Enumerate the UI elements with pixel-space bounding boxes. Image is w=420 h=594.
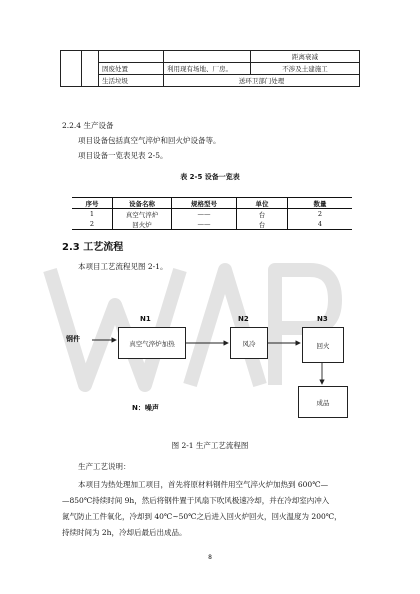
table-cell: [164, 51, 251, 63]
watermark-logo: [40, 250, 380, 400]
table-cell: 2: [72, 219, 113, 230]
table-cell: 1: [72, 209, 113, 220]
table-cell: ——: [172, 209, 237, 220]
column-header: 单位: [237, 198, 288, 209]
process-box-label: 风冷: [242, 339, 256, 348]
figure-caption: 图 2-1 生产工艺流程图: [171, 441, 249, 450]
table-cell: 利用现有场地、厂房。: [164, 63, 251, 75]
table-caption: 表 2-5 设备一览表: [180, 173, 240, 181]
section-heading: 2.2.4 生产设备: [62, 121, 114, 130]
process-box-label: 真空气淬炉加热: [129, 339, 175, 348]
paragraph-line: —850℃持续时间 9h，然后将钢件置于风扇下吹风极速冷却，并在冷却室内冲入: [62, 496, 330, 505]
process-box-label: 回火: [316, 341, 330, 350]
table-cell: 生活垃圾: [99, 75, 164, 87]
node-id-n3: N3: [317, 315, 328, 323]
table-cell: 送环卫部门处理: [164, 75, 360, 87]
column-header: 设备名称: [113, 198, 172, 209]
table-cell: 固废处置: [99, 63, 164, 75]
paragraph-line: 持续时间为 2h，冷却后最后出成品。: [62, 528, 187, 537]
table-cell: [99, 51, 164, 63]
column-header: 数量: [288, 198, 353, 209]
table-cell: 2: [317, 210, 323, 218]
table-row: [61, 75, 360, 87]
table-cell: 台: [237, 219, 288, 230]
column-header: 序号: [72, 198, 113, 209]
table-row: [61, 51, 360, 63]
product-label: 成品: [316, 398, 330, 407]
table-cell: 台: [237, 209, 288, 220]
paragraph: 本项目工艺流程见图 2-1。: [78, 262, 168, 271]
table-row: [61, 63, 360, 75]
paragraph: 项目设备包括真空气淬炉和回火炉设备等。: [78, 136, 221, 145]
table-cell: 回火炉: [113, 219, 172, 230]
page-number: 8: [208, 554, 212, 561]
table-cell: 4: [288, 219, 353, 230]
section-heading: 2.3 工艺流程: [62, 242, 124, 253]
node-id-n2: N2: [238, 315, 249, 323]
table-cell: 真空气淬炉: [113, 209, 172, 220]
table-row: [72, 209, 352, 220]
paragraph: 项目设备一览表见表 2-5。: [78, 151, 168, 160]
table-cell: ——: [172, 219, 237, 230]
top-table: [60, 50, 360, 87]
equipment-table: [72, 197, 352, 230]
paragraph-line: 本项目为热处理加工项目，首先将原材料钢件用空气淬火炉加热到 600℃—: [78, 480, 329, 489]
table-header-row: [72, 198, 352, 209]
table-cell: 距离衰减: [251, 51, 360, 63]
paragraph-heading: 生产工艺说明：: [78, 462, 131, 471]
table-row: [72, 219, 352, 230]
table-cell: 不涉及土建施工: [251, 63, 360, 75]
node-id-n1: N1: [140, 315, 151, 323]
column-header: 规格型号: [172, 198, 237, 209]
paragraph-line: 氮气防止工件氧化，冷却到 40℃~50℃之后进入回火炉回火，回火温度为 200℃，: [62, 512, 342, 521]
diagram-legend: N：噪声: [132, 404, 159, 412]
input-label: 钢件: [66, 335, 80, 343]
